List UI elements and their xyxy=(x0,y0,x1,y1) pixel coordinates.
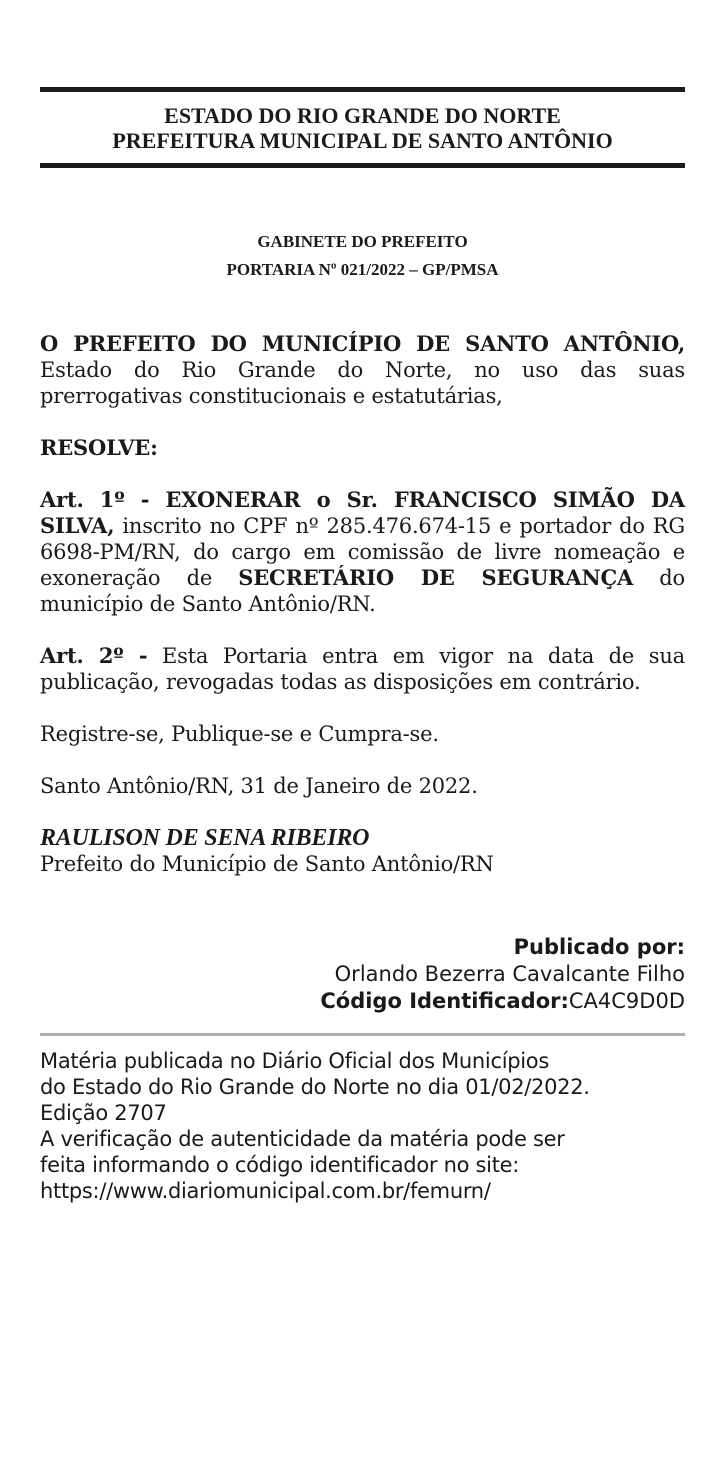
ordinance-number: PORTARIA Nº 021/2022 – GP/PMSA xyxy=(226,260,499,279)
footer-edition: Edição 2707 xyxy=(40,1101,167,1125)
footer-line-4: A verificação de autenticidade da matéria pode ser xyxy=(40,1127,565,1151)
register-text: Registre-se, Publique-se e Cumpra-se. xyxy=(40,722,439,746)
signatory-role: Prefeito do Município de Santo Antônio/RN xyxy=(40,852,494,876)
register-paragraph xyxy=(40,721,685,747)
footer-line-2: do Estado do Rio Grande do Norte no dia 01/02/2022. xyxy=(40,1075,590,1099)
footer-line-5: feita informando o código identificador no site: xyxy=(40,1153,520,1177)
article-2 xyxy=(40,643,685,695)
publisher-name: Orlando Bezerra Cavalcante Filho xyxy=(334,962,685,986)
intro-bold: O PREFEITO DO MUNICÍPIO DE SANTO ANTÔNIO, xyxy=(40,331,685,356)
article-1-role: SECRETÁRIO DE SEGURANÇA xyxy=(238,565,634,590)
article-1-bold-start: Art. 1º - EXONERAR o Sr. FRANCISCO SIMÃO DA SILVA, xyxy=(40,487,685,538)
resolve-paragraph xyxy=(40,435,685,461)
date-text: Santo Antônio/RN, 31 de Janeiro de 2022. xyxy=(40,774,478,798)
identifier-code-line xyxy=(40,988,685,1015)
signatory-name: RAULISON DE SENA RIBEIRO xyxy=(40,825,370,851)
footer-divider xyxy=(40,1033,685,1036)
header-state: ESTADO DO RIO GRANDE DO NORTE xyxy=(164,103,561,128)
cabinet-block xyxy=(40,228,685,284)
signature-block xyxy=(40,825,685,877)
document-header xyxy=(40,87,685,168)
article-1-text-1: inscrito no CPF nº 285.476.674-15 e portador do RG 6698-PM/RN, do cargo em comissão de livre nomeação e exoneração de xyxy=(40,514,685,590)
article-1-text-2: do município de Santo Antônio/RN. xyxy=(40,566,685,616)
article-1 xyxy=(40,487,685,617)
date-paragraph xyxy=(40,773,685,799)
footer-url: https://www.diariomunicipal.com.br/femurn/ xyxy=(40,1179,491,1203)
header-text xyxy=(40,92,685,163)
footer-note xyxy=(40,1048,685,1204)
published-label: Publicado por: xyxy=(513,935,685,959)
article-2-text: Esta Portaria entra em vigor na data de sua publicação, revogadas todas as disposições em contrário. xyxy=(40,644,685,694)
intro-paragraph xyxy=(40,331,685,409)
resolve-heading: RESOLVE: xyxy=(40,435,158,460)
header-municipality: PREFEITURA MUNICIPAL DE SANTO ANTÔNIO xyxy=(112,128,613,153)
cabinet-title: GABINETE DO PREFEITO xyxy=(257,232,468,251)
document-page xyxy=(40,0,685,1204)
identifier-code-label: Código Identificador: xyxy=(320,989,569,1013)
identifier-code: CA4C9D0D xyxy=(568,989,685,1013)
intro-text: Estado do Rio Grande do Norte, no uso das suas prerrogativas constitucionais e estatutárias, xyxy=(40,358,685,408)
published-block xyxy=(40,934,685,1015)
header-bottom-rule xyxy=(40,163,685,168)
footer-line-1: Matéria publicada no Diário Oficial dos Municípios xyxy=(40,1049,549,1073)
article-2-bold-start: Art. 2º - xyxy=(40,643,148,668)
